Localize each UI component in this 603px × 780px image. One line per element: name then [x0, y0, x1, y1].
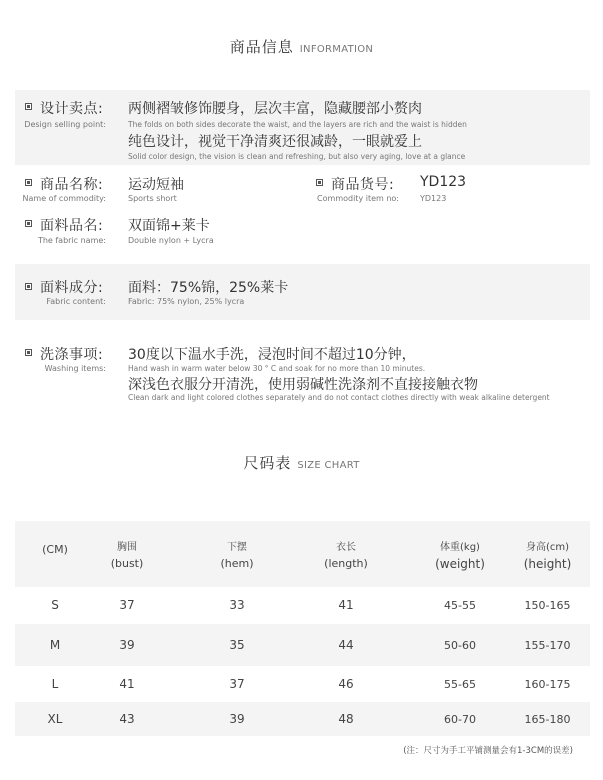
measurement-note: (注：尺寸为手工平铺测量会有1-3CM的误差): [403, 746, 573, 756]
table-row: L 41 37 46 55-65 160-175: [15, 666, 590, 702]
design-line1-en: The folds on both sides decorate the waist, and the layers are rich and the waist is hidden: [128, 120, 467, 129]
table-row: M 39 35 44 50-60 155-170: [49, 638, 571, 652]
name-label: 商品名称:: [40, 177, 104, 193]
table-row: XL 43 39 48 60-70 165-180: [47, 712, 571, 726]
design-label: 设计卖点:: [40, 101, 104, 117]
item-no-label-en: Commodity item no:: [317, 194, 399, 203]
fabric-content-label-en: Fabric content:: [46, 297, 106, 306]
washing-bullet-icon: [25, 349, 32, 356]
size-table-header-row: [15, 521, 590, 587]
washing-label-en: Washing items:: [44, 364, 106, 373]
fabric-name-bullet-icon: [25, 220, 32, 227]
info-header-cn: 商品信息: [229, 38, 294, 56]
design-bullet-icon: [25, 103, 32, 110]
washing-line2-en: Clean dark and light colored clothes separately and do not contact clothes directly with weak alkaline detergent: [128, 393, 550, 402]
washing-line2: 深浅色衣服分开清洗，使用弱碱性洗涤剂不直接接触衣物: [128, 377, 478, 393]
washing-line1: 30度以下温水手洗，浸泡时间不超过10分钟，: [128, 347, 416, 363]
design-line1: 两侧褶皱修饰腰身，层次丰富，隐藏腰部小赘肉: [128, 101, 422, 117]
fabric-name-value: 双面锦+莱卡: [128, 218, 210, 234]
item-no-value-en: YD123: [420, 194, 447, 203]
washing-label: 洗涤事项:: [40, 347, 104, 363]
fabric-content-label: 面料成分:: [40, 280, 104, 296]
item-no-bullet-icon: [316, 179, 323, 186]
fabric-content-value-en: Fabric: 75% nylon, 25% lycra: [128, 297, 245, 306]
header-cell-length: 衣长 (length): [324, 542, 368, 570]
header-cell-weight: 体重(kg) (weight): [435, 542, 485, 571]
design-label-en: Design selling point:: [24, 120, 106, 129]
table-row: S 37 33 41 45-55 150-165: [15, 587, 590, 624]
header-cell-height: 身高(cm) (height): [523, 542, 572, 571]
size-chart-header-en: SIZE CHART: [297, 460, 360, 471]
fabric-content-value: 面料：75%锦，25%莱卡: [128, 280, 289, 296]
item-no-value: YD123: [420, 174, 467, 190]
fabric-name-label-en: The fabric name:: [37, 236, 106, 245]
name-label-en: Name of commodity:: [22, 194, 106, 203]
design-line2-en: Solid color design, the vision is clean and refreshing, but also very aging, love at a glance: [128, 152, 466, 161]
name-bullet-icon: [25, 179, 32, 186]
name-value-en: Sports short: [128, 194, 177, 203]
header-cell-hem: 下摆 (hem): [220, 542, 254, 570]
fabric-content-bullet-icon: [25, 283, 32, 290]
header-cell-unit: (CM): [42, 543, 68, 556]
header-cell-bust: 胸围 (bust): [110, 542, 144, 570]
info-header-en: INFORMATION: [299, 44, 374, 55]
name-value: 运动短袖: [128, 177, 184, 193]
design-line2: 纯色设计，视觉干净清爽还很减龄，一眼就爱上: [128, 134, 422, 150]
size-table: [15, 521, 590, 736]
fabric-name-label: 面料品名:: [40, 218, 104, 234]
washing-line1-en: Hand wash in warm water below 30 ° C and soak for no more than 10 minutes.: [128, 364, 426, 373]
fabric-name-value-en: Double nylon + Lycra: [128, 236, 214, 245]
info-header: [0, 36, 603, 57]
item-no-label: 商品货号:: [331, 177, 395, 193]
size-chart-header: [0, 452, 603, 473]
size-chart-header-cn: 尺码表: [243, 454, 292, 472]
